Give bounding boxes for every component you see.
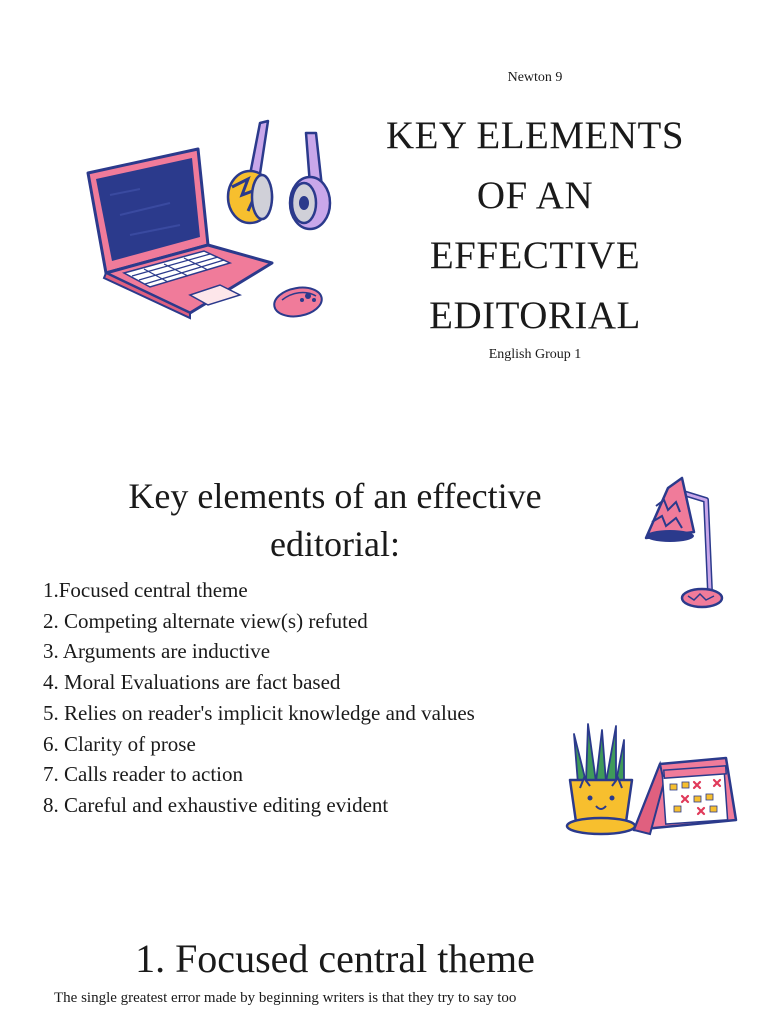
list-item: 8. Careful and exhaustive editing evident [43,792,389,817]
list-item: 1.Focused central theme [43,578,248,602]
cat-plant-pot-icon [562,720,640,842]
detail-body-text: The single greatest error made by beginning writers is that they try to say too [54,990,517,1006]
list-item: 3. Arguments are inductive [43,639,271,664]
cover-subtitle: English Group 1 [488,347,582,362]
calendar-icon [630,752,740,840]
list-item: 5. Relies on reader's implicit knowledge and values [43,700,475,725]
headphones-icon [218,115,338,245]
mouse-icon [272,282,326,320]
section-heading-line: Key elements of an effective [128,476,542,516]
list-item: 6. Clarity of prose [43,731,196,756]
title-line: EDITORIAL [429,294,641,337]
key-elements-list [43,575,475,821]
desk-lamp-icon [638,470,733,612]
title-line: EFFECTIVE [429,234,641,277]
cover-title [360,106,710,346]
author-name: Newton 9 [507,70,563,85]
section-heading [60,472,610,568]
list-item: 2. Competing alternate view(s) refuted [43,608,368,633]
list-item: 7. Calls reader to action [43,762,244,787]
section-heading-line: editorial: [270,524,400,564]
title-line: OF AN [476,174,594,217]
title-line: KEY ELEMENTS [385,114,685,157]
list-item: 4. Moral Evaluations are fact based [43,670,341,695]
detail-heading: 1. Focused central theme [135,936,535,981]
